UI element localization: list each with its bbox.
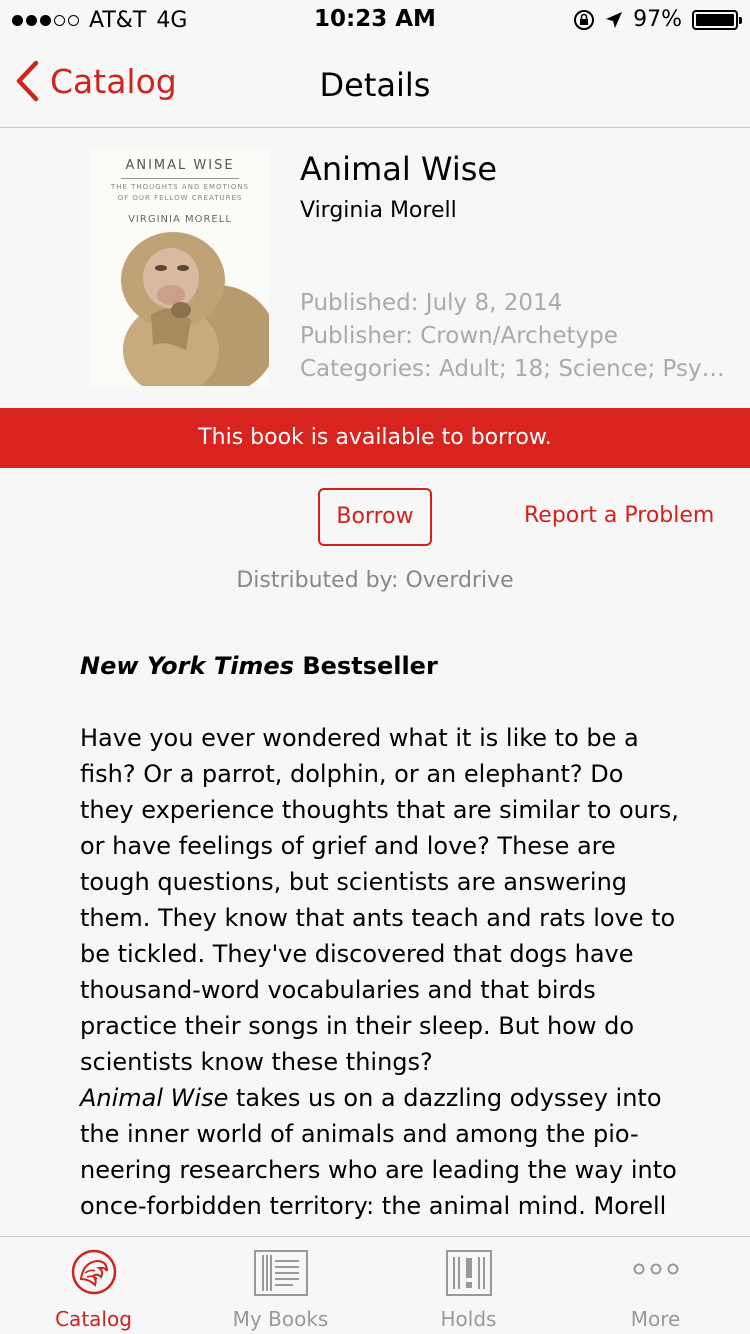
- network-label: 4G: [156, 8, 188, 33]
- navigation-bar: [0, 40, 750, 128]
- categories: Categories: Adult; 18; Science; Psy…: [300, 356, 725, 382]
- tab-my-books-label: My Books: [232, 1307, 329, 1331]
- tab-catalog[interactable]: [0, 1237, 187, 1334]
- status-bar: [0, 0, 750, 40]
- paragraph-2-text: takes us on a dazzling odyssey into the inner world of animals and among the pio-neering researchers who are leading the way into once-forbidden territory: the animal mind. Morell: [80, 1084, 677, 1220]
- tab-holds[interactable]: [375, 1237, 562, 1334]
- page-title: Details: [319, 66, 431, 104]
- description-paragraph-2: [80, 1080, 680, 1224]
- cover-title: ANIMAL WISE: [125, 158, 235, 173]
- books-icon: [253, 1249, 309, 1297]
- book-author: Virginia Morell: [300, 198, 457, 223]
- holds-icon: [445, 1249, 493, 1297]
- lion-logo-icon: [71, 1249, 117, 1295]
- status-time: 10:23 AM: [314, 6, 436, 32]
- tab-holds-label: Holds: [440, 1307, 497, 1331]
- baboon-illustration: [91, 150, 269, 386]
- location-arrow-icon: [605, 11, 623, 29]
- publisher: Publisher: Crown/Archetype: [300, 323, 618, 349]
- book-description: [80, 648, 680, 1224]
- paragraph-title-italic: Animal Wise: [80, 1084, 229, 1112]
- tab-bar: [0, 1236, 750, 1334]
- more-icon: [631, 1249, 681, 1289]
- battery-percent: 97%: [633, 7, 682, 32]
- distributed-by: Distributed by: Overdrive: [236, 568, 514, 593]
- cover-author: VIRGINIA MORELL: [128, 214, 232, 225]
- description-headline: [80, 648, 680, 684]
- carrier-label: AT&T: [89, 8, 147, 33]
- headline-rest: Bestseller: [293, 652, 438, 680]
- orientation-lock-icon: [573, 9, 595, 31]
- tab-more[interactable]: [562, 1237, 749, 1334]
- report-problem-link[interactable]: Report a Problem: [524, 503, 715, 528]
- book-title: Animal Wise: [300, 150, 498, 188]
- tab-more-label: More: [630, 1307, 681, 1331]
- back-label: Catalog: [50, 61, 177, 101]
- tab-my-books[interactable]: [187, 1237, 374, 1334]
- cover-subtitle-line2: OF OUR FELLOW CREATURES: [117, 194, 243, 202]
- borrow-button[interactable]: Borrow: [318, 488, 432, 546]
- book-cover-image: [91, 150, 269, 386]
- status-bar-right: [573, 7, 738, 32]
- description-paragraph-1: Have you ever wondered what it is like to be a fish? Or a parrot, dolphin, or an elephant? Do they experience thoughts that are similar to ours, or have feelings of grief and love? These are tough questions, but scientists are answering them. They know that ants teach and rats love to be tickled. They've discovered that dogs have thousand-word vocabularies and that birds practice their songs in their sleep. But how do scientists know these things?: [80, 724, 679, 1076]
- headline-publication: New York Times: [80, 652, 294, 680]
- availability-banner: This book is available to borrow.: [0, 408, 750, 468]
- tab-catalog-label: Catalog: [55, 1307, 132, 1331]
- battery-icon: [692, 10, 738, 30]
- cover-subtitle-line1: THE THOUGHTS AND EMOTIONS: [110, 183, 250, 191]
- published-date: Published: July 8, 2014: [300, 290, 563, 316]
